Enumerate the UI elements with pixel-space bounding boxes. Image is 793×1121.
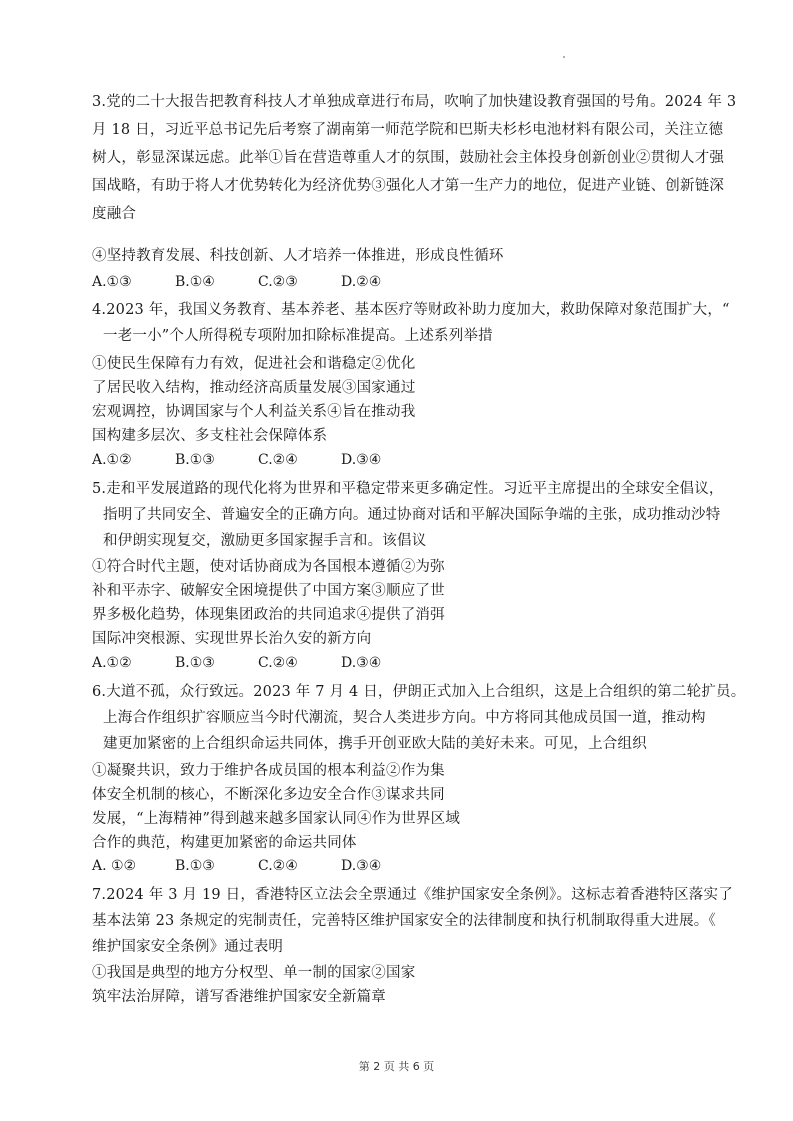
question-7-statements	[92, 961, 700, 1009]
question-5-statements	[92, 555, 700, 651]
statement-line: ①我国是典型的地方分权型、单一制的国家②国家	[92, 965, 416, 981]
statement-line: 体安全机制的核心，不断深化多边安全合作③谋求共同	[92, 787, 445, 803]
option-b[interactable]: B.①③	[175, 858, 215, 874]
statement-line: ①使民生保障有力有效，促进社会和谐稳定②优化	[92, 356, 416, 372]
statement-line: 国构建多层次、多支柱社会保障体系	[92, 428, 328, 444]
option-a[interactable]: A.①②	[92, 452, 132, 468]
question-3-stem-line: 月 18 日，习近平总书记先后考察了湖南第一师范学院和巴斯夫杉杉电池材料有限公司，关注立德	[92, 122, 724, 138]
option-d[interactable]: D.③④	[341, 452, 382, 468]
scan-dot	[563, 56, 565, 58]
option-c[interactable]: C.②④	[258, 858, 298, 874]
question-5-stem-line: 5.走和平发展道路的现代化将为世界和平稳定带来更多确定性。习近平主席提出的全球安全倡议，	[92, 481, 724, 497]
question-6-statements	[92, 759, 700, 855]
statement-line: 宏观调控，协调国家与个人利益关系④旨在推动我	[92, 404, 416, 420]
option-b[interactable]: B.①③	[175, 655, 215, 671]
question-4-stem-line: 4.2023 年，我国义务教育、基本养老、基本医疗等财政补助力度加大，救助保障对象范围扩大，“	[92, 302, 730, 318]
question-3-options	[92, 271, 700, 293]
statement-line: ①凝聚共识，致力于维护各成员国的根本利益②作为集	[92, 763, 445, 779]
question-3-statement: ④坚持教育发展、科技创新、人才培养一体推进，形成良性循环	[92, 248, 504, 264]
question-3-stem-line: 树人，彰显深谋远虑。此举①旨在营造尊重人才的氛围，鼓励社会主体投身创新创业②贯彻人才强	[92, 150, 725, 166]
option-a[interactable]: A.①③	[92, 274, 132, 290]
option-b[interactable]: B.①③	[175, 452, 215, 468]
option-c[interactable]: C.②③	[258, 274, 298, 290]
question-7-stem-line: 基本法第 23 条规定的宪制责任，完善特区维护国家安全的法律制度和执行机制取得重大进展。《	[92, 913, 716, 929]
question-4-statements	[92, 352, 700, 448]
option-c[interactable]: C.②④	[258, 655, 298, 671]
question-6-stem-line: 建更加紧密的上合组织命运共同体，携手开创亚欧大陆的美好未来。可见，上合组织	[103, 736, 647, 752]
question-4-stem-line: 一老一小”个人所得税专项附加扣除标准提高。上述系列举措	[103, 328, 493, 344]
question-7	[92, 883, 733, 959]
question-5-options	[92, 652, 700, 674]
question-3-extra	[92, 244, 700, 268]
option-d[interactable]: D.③④	[341, 858, 382, 874]
option-b[interactable]: B.①④	[175, 274, 215, 290]
question-3-stem-line: 度融合	[92, 206, 137, 222]
question-5	[92, 477, 724, 553]
statement-line: 国际冲突根源、实现世界长治久安的新方向	[92, 631, 372, 647]
question-7-stem-line: 7.2024 年 3 月 19 日，香港特区立法会全票通过《维护国家安全条例》。这标志着香港特区落实了	[92, 887, 733, 903]
question-6	[92, 680, 746, 756]
page-number-footer: 第 2 页 共 6 页	[358, 1060, 435, 1073]
question-3	[92, 90, 737, 226]
option-d[interactable]: D.②④	[341, 274, 382, 290]
question-5-stem-line: 指明了共同安全、普遍安全的正确方向。通过协商对话和平解决国际争端的主张，成功推动沙特	[103, 507, 721, 523]
question-6-stem-line: 6.大道不孤，众行致远。2023 年 7 月 4 日，伊朗正式加入上合组织，这是上合组织的第二轮扩员。	[92, 684, 746, 700]
question-3-stem-line: 3.党的二十大报告把教育科技人才单独成章进行布局，吹响了加快建设教育强国的号角。2024 年 3	[92, 94, 737, 110]
statement-line: 合作的典范，构建更加紧密的命运共同体	[92, 835, 357, 851]
option-c[interactable]: C.②④	[258, 452, 298, 468]
option-a[interactable]: A. ①②	[92, 858, 137, 874]
question-4-options	[92, 449, 700, 471]
statement-line: 发展，“上海精神”得到越来越多国家认同④作为世界区域	[92, 811, 461, 827]
statement-line: 筑牢法治屏障，谱写香港维护国家安全新篇章	[92, 989, 386, 1005]
statement-line: 界多极化趋势，体现集团政治的共同追求④提供了消弭	[92, 607, 445, 623]
option-d[interactable]: D.③④	[341, 655, 382, 671]
option-a[interactable]: A.①②	[92, 655, 132, 671]
question-3-stem-line: 国战略，有助于将人才优势转化为经济优势③强化人才第一生产力的地位，促进产业链、创新链深	[92, 178, 725, 194]
question-6-stem-line: 上海合作组织扩容顺应当今时代潮流，契合人类进步方向。中方将同其他成员国一道，推动构	[103, 710, 706, 726]
statement-line: 了居民收入结构，推动经济高质量发展③国家通过	[92, 380, 416, 396]
question-6-options	[92, 855, 700, 877]
statement-line: ①符合时代主题，使对话协商成为各国根本遵循②为弥	[92, 559, 445, 575]
question-7-stem-line: 维护国家安全条例》通过表明	[92, 939, 284, 955]
question-4	[92, 298, 730, 348]
statement-line: 补和平赤字、破解安全困境提供了中国方案③顺应了世	[92, 583, 445, 599]
question-5-stem-line: 和伊朗实现复交，激励更多国家握手言和。该倡议	[103, 533, 427, 549]
